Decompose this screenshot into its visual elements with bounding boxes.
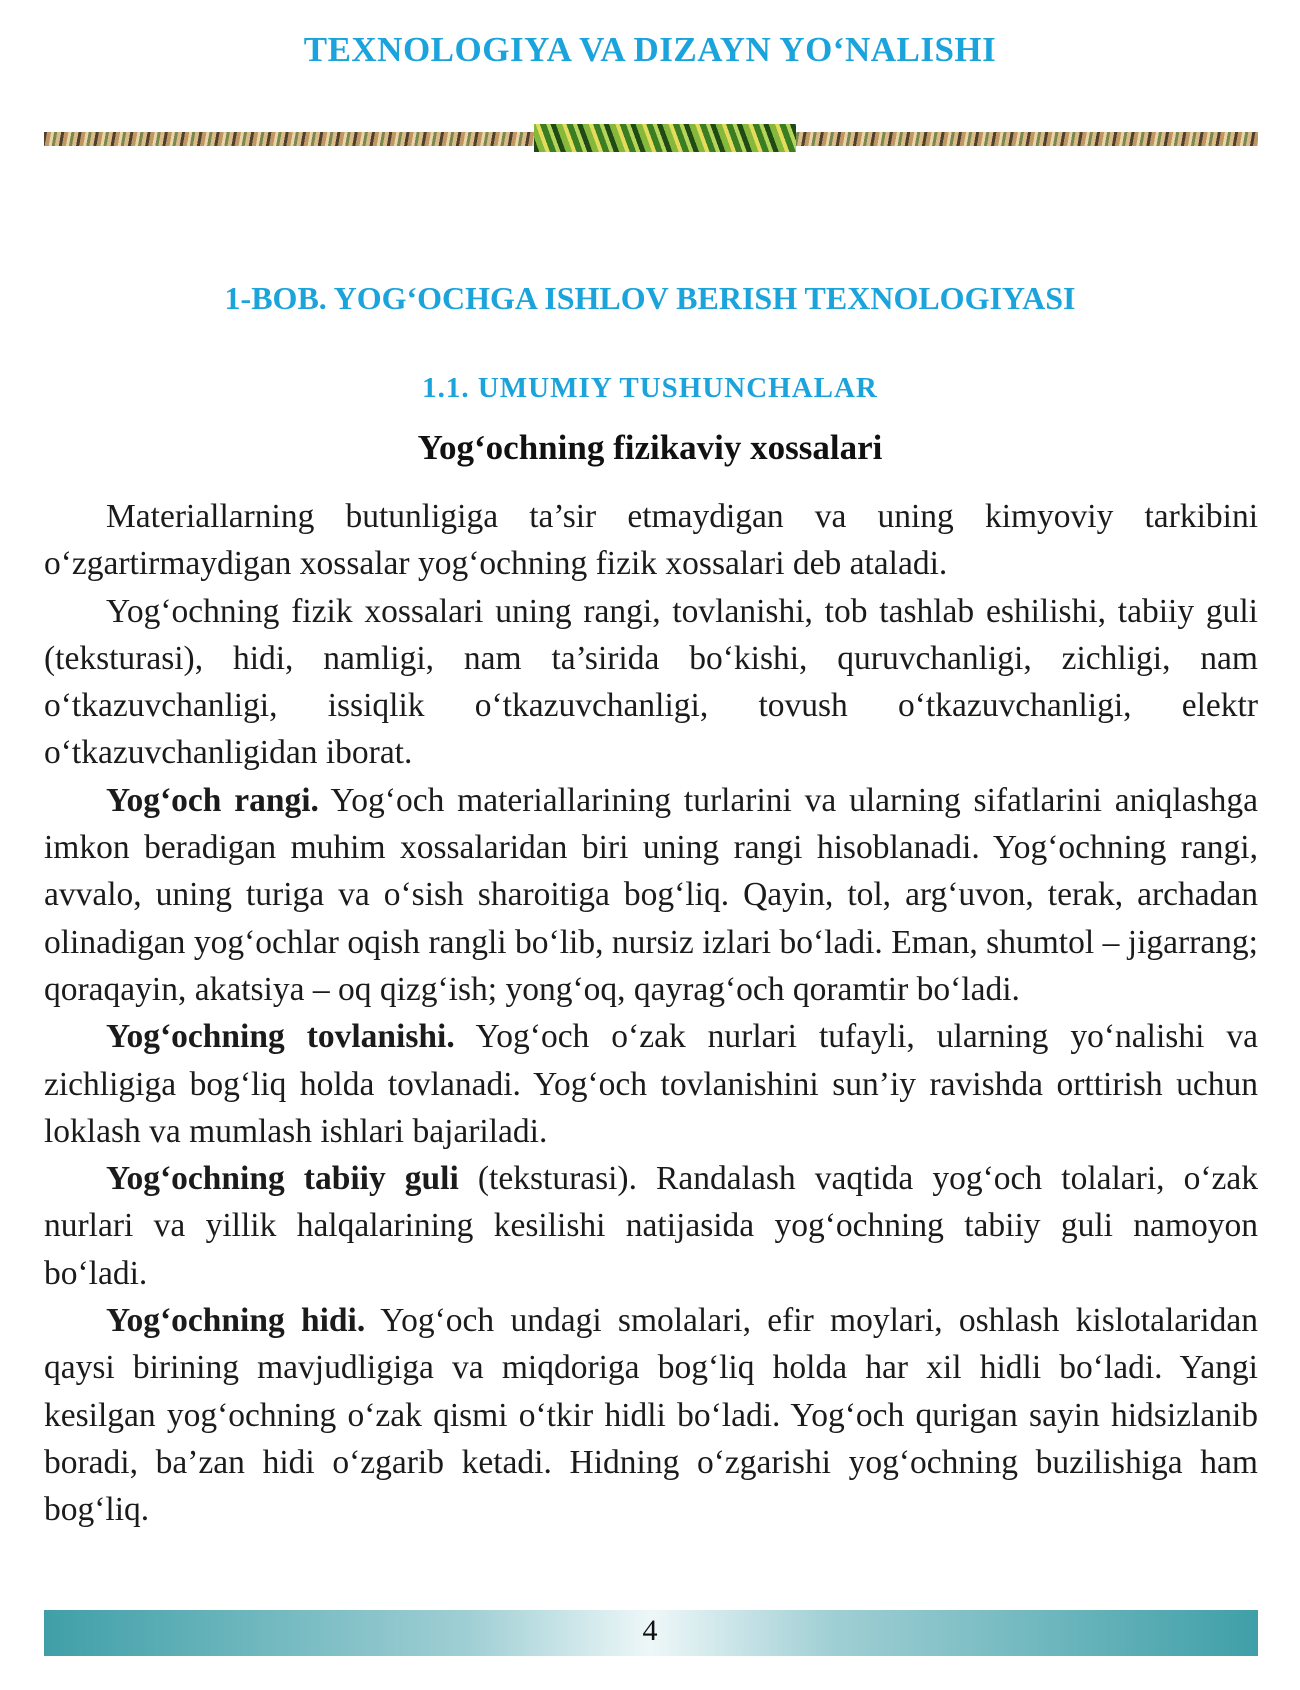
- paragraph-text: Yog‘och undagi smolalari, efir moylari, oshlash kislotalaridan qaysi birining mavjudligiga va miqdoriga bog‘liq holda har xil hidli bo‘ladi. Yangi kesilgan yog‘ochning o‘zak qismi o‘tkir hidli bo‘ladi. Yog‘och qurigan sayin hidsizlanib boradi, ba’zan hidi o‘zgarib ketadi. Hidning o‘zgarishi yog‘ochning buzilishiga ham bog‘liq.: [44, 1302, 1258, 1529]
- paragraph-lead: Yog‘och rangi.: [106, 781, 319, 819]
- paragraph: [44, 777, 1258, 1013]
- paragraph-lead: Yog‘ochning tabiiy guli: [106, 1160, 459, 1198]
- page-number: 4: [642, 1614, 658, 1647]
- body-text: [44, 493, 1258, 1534]
- paragraph: [44, 493, 1258, 588]
- paragraph-text: Yog‘och o‘zak nurlari tufayli, ularning yo‘nalishi va zichligiga bog‘liq holda tovlanadi. Yog‘och tovlanishini sun’iy ravishda orttirish uchun loklash va mumlash ishlari bajariladi.: [44, 1018, 1258, 1150]
- decorative-ornament-center: [534, 124, 796, 152]
- subsection-title: Yog‘ochning fizikaviy xossalari: [417, 428, 883, 467]
- section-title: 1.1. UMUMIY TUSHUNCHALAR: [422, 372, 878, 404]
- paragraph-text: Yog‘ochning fizik xossalari uning rangi, tovlanishi, tob tashlab eshilishi, tabiiy guli (teksturasi), hidi, namligi, nam ta’sirida bo‘kishi, quruvchanligi, zichligi, nam o‘tkazuvchanligi, issiqlik o‘tkazuvchanligi, tovush o‘tkazuvchanligi, elektr o‘tkazuvchanligidan iborat.: [44, 592, 1258, 772]
- paragraph-text: Yog‘och materiallarining turlarini va ularning sifatlarini aniqlashga imkon beradigan muhim xossalaridan biri uning rangi hisoblanadi. Yog‘ochning rangi, avvalo, uning turiga va o‘sish sharoitiga bog‘liq. Qayin, tol, arg‘uvon, terak, archadan olinadigan yog‘ochlar oqish rangli bo‘lib, nursiz izlari bo‘ladi. Eman, shumtol – jigarrang; qoraqayin, akatsiya – oq qizg‘ish; yong‘oq, qayrag‘och qoramtir bo‘ladi.: [44, 781, 1258, 1008]
- paragraph-lead: Yog‘ochning tovlanishi.: [106, 1018, 455, 1056]
- paragraph-text: (teksturasi). Randalash vaqtida yog‘och tolalari, o‘zak nurlari va yillik halqalarining kesilishi natijasida yog‘ochning tabiiy guli namoyon bo‘ladi.: [44, 1160, 1258, 1292]
- chapter-title: 1-BOB. YOG‘OCHGA ISHLOV BERISH TEXNOLOGIYASI: [224, 280, 1076, 316]
- paragraph: [44, 588, 1258, 777]
- paragraph-text: Materiallarning butunligiga ta’sir etmaydigan va uning kimyoviy tarkibini o‘zgartirmaydigan xossalar yog‘ochning fizik xossalari deb ataladi.: [44, 498, 1258, 583]
- paragraph-lead: Yog‘ochning hidi.: [106, 1302, 366, 1340]
- paragraph: [44, 1155, 1258, 1297]
- paragraph: [44, 1013, 1258, 1155]
- paragraph: [44, 1297, 1258, 1533]
- running-header: TEXNOLOGIYA VA DIZAYN YO‘NALISHI: [303, 30, 997, 69]
